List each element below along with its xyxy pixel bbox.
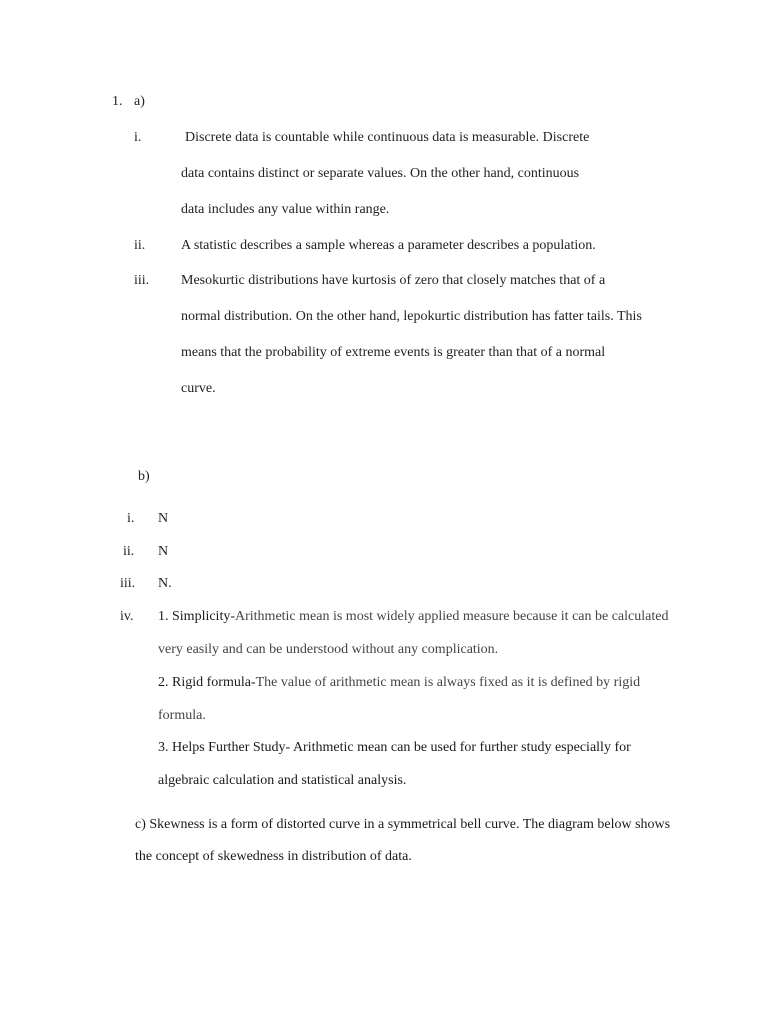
- point-3-body: Arithmetic mean can be used for further study especially for: [290, 740, 631, 755]
- point-2-heading: 2. Rigid formula-: [158, 675, 256, 690]
- part-a-item-1-line-1: Discrete data is countable while continuous data is measurable. Discrete: [185, 130, 590, 145]
- part-a-item-3-numeral: iii.: [134, 273, 150, 288]
- part-a-item-1-line-2: data contains distinct or separate values. On the other hand, continuous: [181, 166, 580, 181]
- part-a-item-2-numeral: ii.: [134, 238, 146, 253]
- point-1-line-1: [158, 608, 668, 626]
- point-1-body: Arithmetic mean is most widely applied measure because it can be calculated: [235, 609, 669, 624]
- point-3-heading: 3. Helps Further Study-: [158, 740, 291, 755]
- point-2-body: The value of arithmetic mean is always fixed as it is defined by rigid: [255, 675, 641, 690]
- part-b-item-3-text: N.: [158, 576, 172, 591]
- part-b-item-1-text: N: [158, 511, 169, 526]
- point-3-line-2: algebraic calculation and statistical analysis.: [158, 773, 407, 788]
- part-a-item-3-line-1: Mesokurtic distributions have kurtosis of zero that closely matches that of a: [181, 273, 606, 288]
- part-c-line-2: the concept of skewedness in distribution of data.: [135, 849, 412, 864]
- part-b-item-3-numeral: iii.: [120, 576, 136, 591]
- part-a-label: a): [134, 94, 145, 109]
- part-a-item-1-numeral: i.: [134, 130, 142, 145]
- point-2-line-2: formula.: [158, 708, 206, 723]
- part-b-item-4-numeral: iv.: [120, 609, 134, 624]
- point-2-line-1: [158, 674, 640, 692]
- part-a-item-3-line-3: means that the probability of extreme events is greater than that of a normal: [181, 345, 606, 360]
- part-c-line-1: c) Skewness is a form of distorted curve in a symmetrical bell curve. The diagram below shows: [135, 817, 671, 832]
- point-3-line-1: [158, 739, 631, 757]
- question-number: 1.: [112, 94, 123, 109]
- point-1-line-2: very easily and can be understood without any complication.: [158, 642, 499, 657]
- part-a-item-3-line-2: normal distribution. On the other hand, lepokurtic distribution has fatter tails. This: [181, 309, 642, 324]
- part-a-item-2-line-1: A statistic describes a sample whereas a parameter describes a population.: [181, 238, 596, 253]
- point-1-heading: 1. Simplicity-: [158, 609, 235, 624]
- part-a-item-3-line-4: curve.: [181, 381, 216, 396]
- part-b-item-1-numeral: i.: [127, 511, 135, 526]
- part-a-item-1-line-3: data includes any value within range.: [181, 202, 390, 217]
- part-b-item-2-numeral: ii.: [123, 544, 135, 559]
- part-b-item-2-text: N: [158, 544, 169, 559]
- part-b-label: b): [138, 469, 150, 484]
